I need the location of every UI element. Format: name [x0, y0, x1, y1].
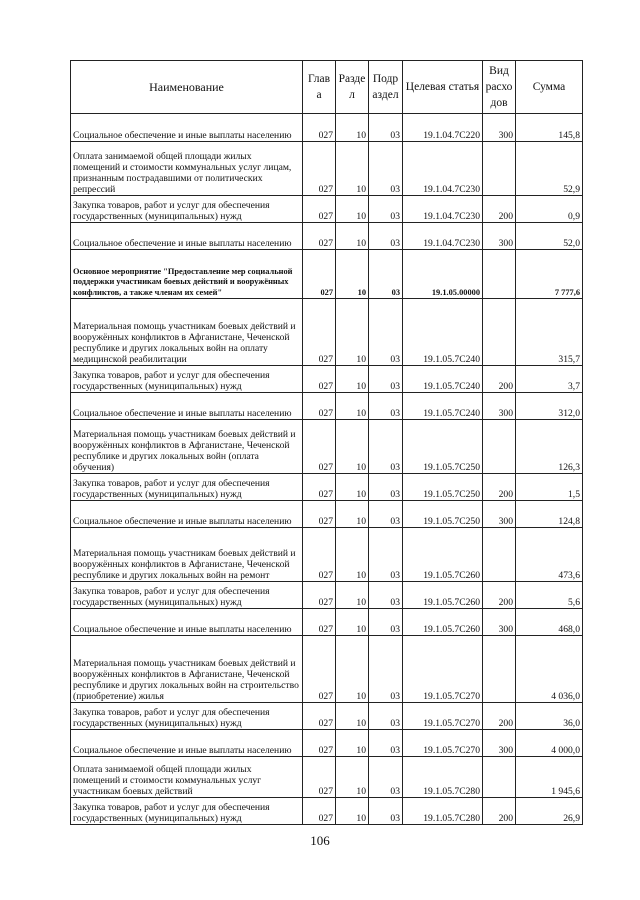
- table-row: [71, 393, 583, 420]
- row-vid-raskhodov-cell: [483, 299, 516, 366]
- row-summa-cell: 26,9: [516, 798, 583, 825]
- row-tselevaya-statya-cell: 19.1.05.7С260: [403, 609, 483, 636]
- row-glava-cell: 027: [303, 609, 336, 636]
- row-summa-cell: 124,8: [516, 501, 583, 528]
- row-summa-cell: 126,3: [516, 420, 583, 474]
- header-tselevaya-statya: Целевая статья: [403, 61, 483, 114]
- row-name-cell: Закупка товаров, работ и услуг для обеспечения государственных (муниципальных) нужд: [71, 474, 303, 501]
- row-summa-cell: 52,9: [516, 142, 583, 196]
- row-tselevaya-statya-cell: 19.1.05.7С250: [403, 501, 483, 528]
- table-row: [71, 114, 583, 142]
- row-podrazdel-cell: 03: [369, 582, 403, 609]
- header-vid-raskhodov: Вид расхо дов: [483, 61, 516, 114]
- row-podrazdel-cell: 03: [369, 196, 403, 223]
- table-row: [71, 299, 583, 366]
- row-summa-cell: 315,7: [516, 299, 583, 366]
- row-glava-cell: 027: [303, 420, 336, 474]
- row-razdel-cell: 10: [336, 730, 369, 757]
- header-summa: Сумма: [516, 61, 583, 114]
- table-row: [71, 366, 583, 393]
- row-summa-cell: 4 000,0: [516, 730, 583, 757]
- row-razdel-cell: 10: [336, 142, 369, 196]
- header-name: Наименование: [71, 61, 303, 114]
- row-razdel-cell: 10: [336, 609, 369, 636]
- row-name-cell: Материальная помощь участникам боевых действий и вооружённых конфликтов в Афганистане, Чеченской республике и других локальных войн на ремонт: [71, 528, 303, 582]
- row-vid-raskhodov-cell: 300: [483, 609, 516, 636]
- row-glava-cell: 027: [303, 223, 336, 250]
- row-razdel-cell: 10: [336, 582, 369, 609]
- row-name-cell: Социальное обеспечение и иные выплаты населению: [71, 730, 303, 757]
- row-glava-cell: 027: [303, 501, 336, 528]
- row-vid-raskhodov-cell: 300: [483, 501, 516, 528]
- row-glava-cell: 027: [303, 798, 336, 825]
- row-summa-cell: 312,0: [516, 393, 583, 420]
- row-vid-raskhodov-cell: 200: [483, 703, 516, 730]
- row-vid-raskhodov-cell: 200: [483, 798, 516, 825]
- row-tselevaya-statya-cell: 19.1.05.7С270: [403, 703, 483, 730]
- row-vid-raskhodov-cell: 300: [483, 223, 516, 250]
- row-name-cell: Оплата занимаемой общей площади жилых помещений и стоимости коммунальных услуг лицам, признанным пострадавшими от политических репрессий: [71, 142, 303, 196]
- row-vid-raskhodov-cell: 300: [483, 393, 516, 420]
- table-row: [71, 730, 583, 757]
- row-podrazdel-cell: 03: [369, 250, 403, 299]
- row-glava-cell: 027: [303, 528, 336, 582]
- row-podrazdel-cell: 03: [369, 757, 403, 798]
- table-row: [71, 196, 583, 223]
- row-summa-cell: 145,8: [516, 114, 583, 142]
- row-podrazdel-cell: 03: [369, 114, 403, 142]
- row-tselevaya-statya-cell: 19.1.05.7С280: [403, 757, 483, 798]
- row-podrazdel-cell: 03: [369, 420, 403, 474]
- row-podrazdel-cell: 03: [369, 636, 403, 703]
- row-razdel-cell: 10: [336, 114, 369, 142]
- row-summa-cell: 0,9: [516, 196, 583, 223]
- row-tselevaya-statya-cell: 19.1.05.7С260: [403, 528, 483, 582]
- row-glava-cell: 027: [303, 393, 336, 420]
- row-podrazdel-cell: 03: [369, 142, 403, 196]
- row-name-cell: Закупка товаров, работ и услуг для обеспечения государственных (муниципальных) нужд: [71, 582, 303, 609]
- row-vid-raskhodov-cell: [483, 420, 516, 474]
- table-row: [71, 798, 583, 825]
- row-tselevaya-statya-cell: 19.1.05.7С270: [403, 730, 483, 757]
- row-podrazdel-cell: 03: [369, 501, 403, 528]
- header-glava: Глав а: [303, 61, 336, 114]
- row-tselevaya-statya-cell: 19.1.04.7С230: [403, 196, 483, 223]
- row-glava-cell: 027: [303, 114, 336, 142]
- row-glava-cell: 027: [303, 142, 336, 196]
- row-name-cell: Закупка товаров, работ и услуг для обеспечения государственных (муниципальных) нужд: [71, 366, 303, 393]
- row-summa-cell: 7 777,6: [516, 250, 583, 299]
- row-razdel-cell: 10: [336, 299, 369, 366]
- row-summa-cell: 1,5: [516, 474, 583, 501]
- row-vid-raskhodov-cell: 200: [483, 366, 516, 393]
- header-podrazdel: Подр аздел: [369, 61, 403, 114]
- table-row: [71, 250, 583, 299]
- row-name-cell: Социальное обеспечение и иные выплаты населению: [71, 393, 303, 420]
- row-name-cell: Закупка товаров, работ и услуг для обеспечения государственных (муниципальных) нужд: [71, 196, 303, 223]
- table-row: [71, 420, 583, 474]
- row-name-cell: Материальная помощь участникам боевых действий и вооружённых конфликтов в Афганистане, Чеченской республике и других локальных войн на строительство (приобретение) жилья: [71, 636, 303, 703]
- table-row: [71, 757, 583, 798]
- row-tselevaya-statya-cell: 19.1.05.7С250: [403, 420, 483, 474]
- row-podrazdel-cell: 03: [369, 366, 403, 393]
- row-summa-cell: 473,6: [516, 528, 583, 582]
- table-row: [71, 609, 583, 636]
- row-tselevaya-statya-cell: 19.1.05.7С270: [403, 636, 483, 703]
- row-vid-raskhodov-cell: [483, 636, 516, 703]
- row-tselevaya-statya-cell: 19.1.04.7С230: [403, 223, 483, 250]
- row-razdel-cell: 10: [336, 420, 369, 474]
- row-podrazdel-cell: 03: [369, 798, 403, 825]
- row-summa-cell: 4 036,0: [516, 636, 583, 703]
- page-number: 106: [310, 833, 330, 848]
- row-tselevaya-statya-cell: 19.1.05.7С260: [403, 582, 483, 609]
- row-tselevaya-statya-cell: 19.1.04.7С230: [403, 142, 483, 196]
- row-glava-cell: 027: [303, 366, 336, 393]
- row-name-cell: Оплата занимаемой общей площади жилых помещений и стоимости коммунальных услуг участникам боевых действий: [71, 757, 303, 798]
- row-podrazdel-cell: 03: [369, 474, 403, 501]
- row-name-cell: Закупка товаров, работ и услуг для обеспечения государственных (муниципальных) нужд: [71, 798, 303, 825]
- row-podrazdel-cell: 03: [369, 730, 403, 757]
- row-tselevaya-statya-cell: 19.1.05.00000: [403, 250, 483, 299]
- table-row: [71, 582, 583, 609]
- row-name-cell: Закупка товаров, работ и услуг для обеспечения государственных (муниципальных) нужд: [71, 703, 303, 730]
- row-razdel-cell: 10: [336, 250, 369, 299]
- row-razdel-cell: 10: [336, 196, 369, 223]
- row-razdel-cell: 10: [336, 703, 369, 730]
- row-podrazdel-cell: 03: [369, 528, 403, 582]
- row-summa-cell: 5,6: [516, 582, 583, 609]
- row-name-cell: Социальное обеспечение и иные выплаты населению: [71, 114, 303, 142]
- row-vid-raskhodov-cell: 300: [483, 114, 516, 142]
- table-row: [71, 223, 583, 250]
- budget-table-sheet: [70, 60, 582, 825]
- row-tselevaya-statya-cell: 19.1.05.7С240: [403, 393, 483, 420]
- row-razdel-cell: 10: [336, 474, 369, 501]
- row-name-cell: Социальное обеспечение и иные выплаты населению: [71, 501, 303, 528]
- row-razdel-cell: 10: [336, 501, 369, 528]
- row-razdel-cell: 10: [336, 393, 369, 420]
- row-vid-raskhodov-cell: [483, 250, 516, 299]
- table-row: [71, 703, 583, 730]
- row-name-cell: Социальное обеспечение и иные выплаты населению: [71, 223, 303, 250]
- row-tselevaya-statya-cell: 19.1.05.7С240: [403, 299, 483, 366]
- row-razdel-cell: 10: [336, 366, 369, 393]
- table-row: [71, 142, 583, 196]
- row-name-cell: Социальное обеспечение и иные выплаты населению: [71, 609, 303, 636]
- row-podrazdel-cell: 03: [369, 393, 403, 420]
- row-glava-cell: 027: [303, 636, 336, 703]
- row-podrazdel-cell: 03: [369, 299, 403, 366]
- table-body: [71, 114, 583, 825]
- row-podrazdel-cell: 03: [369, 609, 403, 636]
- row-vid-raskhodov-cell: 200: [483, 196, 516, 223]
- row-summa-cell: 36,0: [516, 703, 583, 730]
- row-vid-raskhodov-cell: 200: [483, 582, 516, 609]
- header-razdel: Разде л: [336, 61, 369, 114]
- row-razdel-cell: 10: [336, 757, 369, 798]
- row-tselevaya-statya-cell: 19.1.05.7С240: [403, 366, 483, 393]
- row-name-cell: Основное мероприятие "Предоставление мер социальной поддержки участникам боевых действий и вооружённых конфликтов, а также членам их семей": [71, 250, 303, 299]
- table-row: [71, 636, 583, 703]
- row-razdel-cell: 10: [336, 636, 369, 703]
- row-vid-raskhodov-cell: 200: [483, 474, 516, 501]
- row-name-cell: Материальная помощь участникам боевых действий и вооружённых конфликтов в Афганистане, Чеченской республике и других локальных войн (оплата обучения): [71, 420, 303, 474]
- table-header-row: [71, 61, 583, 114]
- table-row: [71, 474, 583, 501]
- row-glava-cell: 027: [303, 299, 336, 366]
- row-tselevaya-statya-cell: 19.1.05.7С250: [403, 474, 483, 501]
- row-glava-cell: 027: [303, 474, 336, 501]
- row-razdel-cell: 10: [336, 223, 369, 250]
- row-glava-cell: 027: [303, 250, 336, 299]
- budget-table: [70, 60, 583, 825]
- row-razdel-cell: 10: [336, 798, 369, 825]
- row-vid-raskhodov-cell: [483, 757, 516, 798]
- row-vid-raskhodov-cell: [483, 142, 516, 196]
- row-glava-cell: 027: [303, 703, 336, 730]
- row-razdel-cell: 10: [336, 528, 369, 582]
- row-podrazdel-cell: 03: [369, 223, 403, 250]
- row-vid-raskhodov-cell: [483, 528, 516, 582]
- table-row: [71, 501, 583, 528]
- row-summa-cell: 52,0: [516, 223, 583, 250]
- row-summa-cell: 1 945,6: [516, 757, 583, 798]
- row-glava-cell: 027: [303, 582, 336, 609]
- row-glava-cell: 027: [303, 730, 336, 757]
- row-glava-cell: 027: [303, 196, 336, 223]
- row-summa-cell: 468,0: [516, 609, 583, 636]
- row-glava-cell: 027: [303, 757, 336, 798]
- row-summa-cell: 3,7: [516, 366, 583, 393]
- table-row: [71, 528, 583, 582]
- row-podrazdel-cell: 03: [369, 703, 403, 730]
- row-vid-raskhodov-cell: 300: [483, 730, 516, 757]
- row-tselevaya-statya-cell: 19.1.04.7С220: [403, 114, 483, 142]
- row-tselevaya-statya-cell: 19.1.05.7С280: [403, 798, 483, 825]
- row-name-cell: Материальная помощь участникам боевых действий и вооружённых конфликтов в Афганистане, Чеченской республике и других локальных войн на оплату медицинской реабилитации: [71, 299, 303, 366]
